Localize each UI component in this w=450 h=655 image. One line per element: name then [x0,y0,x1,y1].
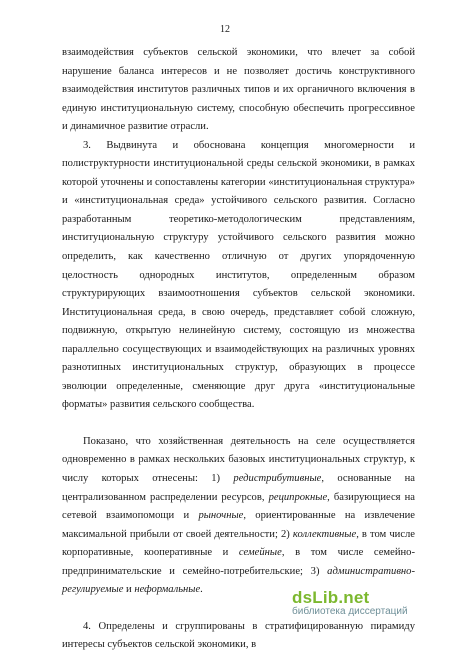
document-body [62,44,415,655]
paragraph-4: 4. Определены и сгруппированы в стратифицированную пирамиду интересы субъектов сельской экономики, в [62,620,415,651]
text-run: , основанные на централизованном распределении ресурсов, [62,473,415,503]
term-market: рыночные [198,510,244,522]
watermark-subtitle: библиотека диссертаций [292,606,408,617]
paragraph-spacer [62,415,415,433]
page-number: 12 [220,24,230,35]
text-run: , в том числе семейно-предпринимательские и семейно-потребительские; 3) [62,547,415,577]
term-informal: неформальные [134,584,201,596]
term-redistributive: редистрибутивные [233,473,322,485]
text-run: . [200,584,203,596]
term-administrative: административно-регулируемые [62,565,415,596]
paragraph-3 [62,433,415,600]
text-run: , ориентированные на извлечение максимальной прибыли от своей деятельности; 2) [62,510,415,540]
paragraph-1: взаимодействия субъектов сельской экономики, что влечет за собой нарушение баланса интересов и не позволяет достичь конструктивного взаимодействия институтов различных типов и их органичного включения в единую институциональную систему, способную обеспечить прогрессивное и динамичное развитие отрасли. [62,47,415,133]
term-family: семейные [238,547,282,559]
text-run: , базирующиеся на сетевой взаимопомощи и [62,491,415,522]
watermark-logo: dsLib.net [292,588,370,607]
term-collective: коллективные [292,528,357,540]
term-reciprocal: реципрокные [268,491,328,503]
paragraph-2: 3. Выдвинута и обоснована концепция многомерности и полиструктурности институциональной среды сельской экономики, в рамках которой уточнены и сопоставлены категории «институциональная структура» и «институциональная среда» устойчивого сельского развития. Согласно разработанным теоретико-методологическим представлениям, институциональную структуру устойчивого сельского развития можно определить, как качественно отличную от других упорядоченную целостность однородных институтов, определенным образом структурирующих взаимоотношения субъектов сельской экономики. Институциональная среда, в свою очередь, представляет собой сложную, подвижную, открытую нелинейную систему, состоящую из множества параллельно сосуществующих и взаимодействующих на различных уровнях разнотипных институциональных структур, образующих в процессе эволюции определенные, сменяющие друг друга «институциональные форматы» развития сельского сообщества. [62,139,415,411]
text-run: , в том числе корпоративные, кооперативные и [62,528,416,559]
text-run: и [123,584,135,596]
text-run: Показано, что хозяйственная деятельность на селе осуществляется одновременно в рамках нескольких базовых институциональных структур, к числу которых отнесены: 1) [62,435,415,485]
watermark [292,588,444,618]
